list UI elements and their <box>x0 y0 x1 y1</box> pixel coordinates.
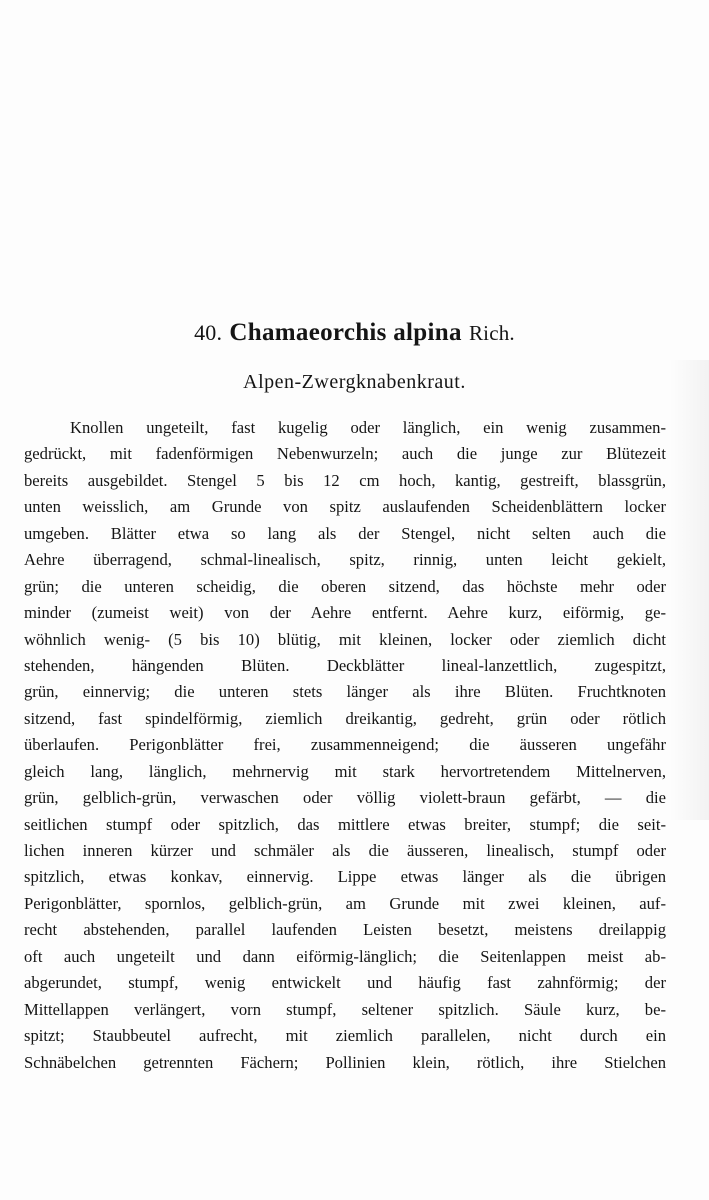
text-line: abgerundet, stumpf, wenig entwickelt und häufig fast zahnförmig; der <box>24 973 666 993</box>
text-line: oft auch ungeteilt und dann eiförmig-länglich; die Seitenlappen meist ab- <box>24 946 666 966</box>
text-line: gleich lang, länglich, mehrnervig mit stark hervortretendem Mittelnerven, <box>24 761 666 781</box>
text-line: lichen inneren kürzer und schmäler als die äusseren, linealisch, stumpf oder <box>24 841 666 860</box>
text-line: Mittellappen verlängert, vorn stumpf, seltener spitzlich. Säule kurz, be- <box>24 999 666 1019</box>
text-line: spitzlich, etwas konkav, einnervig. Lippe etwas länger als die übrigen <box>24 867 666 887</box>
species-author: Rich. <box>468 321 515 345</box>
common-name: Alpen-Zwergknabenkraut. <box>243 371 466 393</box>
text-line: umgeben. Blätter etwa so lang als der Stengel, nicht selten auch die <box>24 523 666 543</box>
species-heading <box>0 318 709 349</box>
text-line: überlaufen. Perigonblätter frei, zusammenneigend; die äusseren ungefähr <box>24 735 666 755</box>
text-line: grün; die unteren scheidig, die oberen sitzend, das höchste mehr oder <box>24 576 666 596</box>
text-line: spitzt; Staubbeutel aufrecht, mit ziemlich parallelen, nicht durch ein <box>24 1026 666 1046</box>
text-line: Knollen ungeteilt, fast kugelig oder länglich, ein wenig zusammen- <box>70 418 666 437</box>
text-line: stehenden, hängenden Blüten. Deckblätter lineal-lanzettlich, zugespitzt, <box>24 655 666 675</box>
text-line: seitlichen stumpf oder spitzlich, das mittlere etwas breiter, stumpf; die seit- <box>24 814 666 834</box>
species-name: Chamaeorchis alpina <box>229 319 462 346</box>
text-line: grün, gelblich-grün, verwaschen oder völlig violett-braun gefärbt, — die <box>24 788 666 808</box>
text-line: bereits ausgebildet. Stengel 5 bis 12 cm hoch, kantig, gestreift, blassgrün, <box>24 470 666 490</box>
text-line: unten weisslich, am Grunde von spitz auslaufenden Scheidenblättern locker <box>24 497 666 517</box>
text-line: recht abstehenden, parallel laufenden Leisten besetzt, meistens dreilappig <box>24 920 666 940</box>
text-line: grün, einnervig; die unteren stets länger als ihre Blüten. Fruchtknoten <box>24 682 666 702</box>
text-line: wöhnlich wenig- (5 bis 10) blütig, mit kleinen, locker oder ziemlich dicht <box>24 629 666 649</box>
text-line: gedrückt, mit fadenförmigen Nebenwurzeln; auch die junge zur Blütezeit <box>24 444 666 464</box>
text-line: minder (zumeist weit) von der Aehre entfernt. Aehre kurz, eiförmig, ge- <box>24 603 666 623</box>
text-line: Perigonblätter, spornlos, gelblich-grün, am Grunde mit zwei kleinen, auf- <box>24 893 666 913</box>
species-number: 40. <box>194 320 223 345</box>
description-paragraph <box>24 415 666 1076</box>
page-edge-shadow <box>669 360 709 820</box>
text-line: sitzend, fast spindelförmig, ziemlich dreikantig, gedreht, grün oder rötlich <box>24 708 666 728</box>
text-line: Schnäbelchen getrennten Fächern; Pollinien klein, rötlich, ihre Stielchen <box>24 1052 666 1072</box>
text-line: Aehre überragend, schmal-linealisch, spitz, rinnig, unten leicht gekielt, <box>24 550 666 570</box>
